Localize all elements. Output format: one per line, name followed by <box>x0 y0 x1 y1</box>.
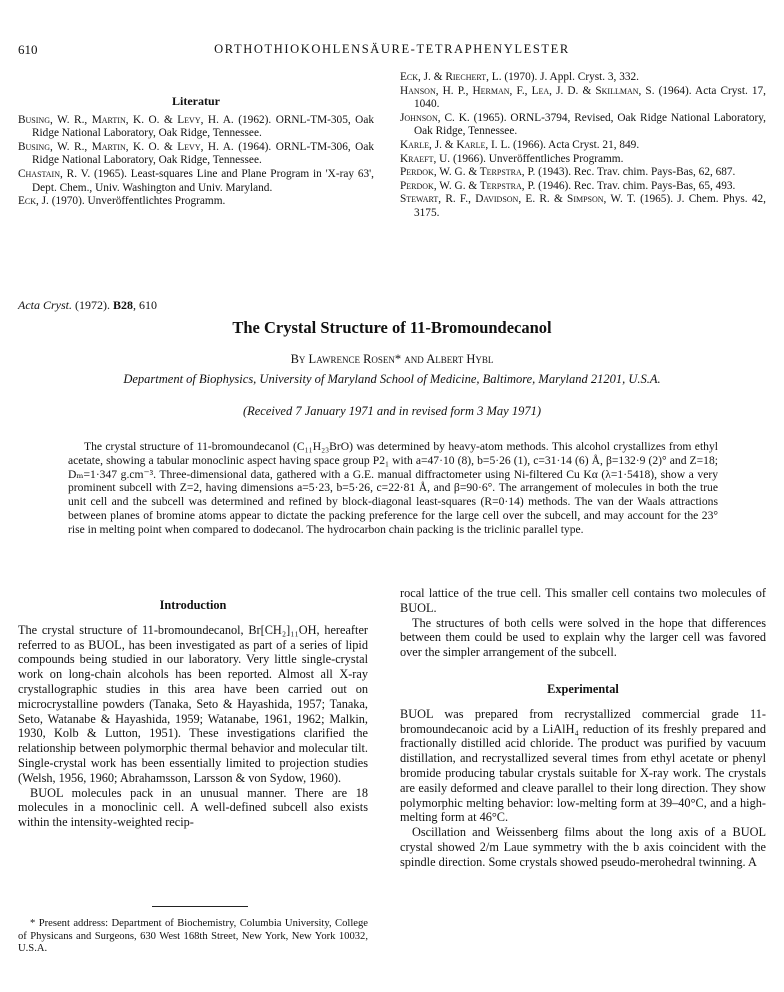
footnote: * Present address: Department of Biochemistry, Columbia University, College of Physicans and Surgeons, 630 West 168th Street, New York, New York 10032, U.S.A. <box>18 918 368 955</box>
reference-entry <box>400 112 766 139</box>
reference-authors: Busing, W. R., Martin, K. O. & Levy, H. A. <box>18 140 234 153</box>
reference-authors: Busing, W. R., Martin, K. O. & Levy, H. A. <box>18 113 234 126</box>
reference-authors: Eck, J. <box>18 195 49 208</box>
reference-entry <box>400 193 766 220</box>
body-right-column <box>400 586 766 870</box>
reference-details: (1965). J. Chem. Phys. 42, 3175. <box>414 193 766 219</box>
introduction-paragraph: rocal lattice of the true cell. This smaller cell contains two molecules of BUOL. <box>400 586 766 615</box>
experimental-heading: Experimental <box>547 681 619 696</box>
references-heading: Literatur <box>172 94 220 108</box>
reference-details: (1965). ORNL-3794, Revised, Oak Ridge National Laboratory, Oak Ridge, Tennessee. <box>414 111 767 138</box>
abstract: The crystal structure of 11-bromoundecanol (C₁₁H₂₃BrO) was determined by heavy-atom methods. This alcohol crystallizes from ethyl acetate, showing a tabular monoclinic aspect having space group P2₁ with a=47·10 (8), b=5·26 (1), c=31·14 (6) Å, β=132·9 (2)° and Z=18; Dₘ=1·347 g.cm⁻³. Three-dimensional data, gathered with a G.E. manual diffractometer using Ni-filtered Cu Kα (λ=1·5418), show a very prominent subcell with Z=2, having dimensions a=5·23, b=5·26, c=22·81 Å, and β=90·6°. The arrangement of molecules in both the true unit cell and the subcell was determined and refined by block-diagonal least-squares (R=0·14) methods. The van der Waals attractions between planes of bromine atoms appear to dictate the packing preference for the large cell over the subcell, and may account for the 23° rise in melting point when compared to dodecanol. The hydrocarbon chain packing is the triclinic parallel type. <box>68 440 718 536</box>
reference-authors: Stewart, R. F., Davidson, E. R. & Simpson, W. T. <box>400 193 636 206</box>
reference-entry <box>400 71 766 85</box>
reference-details: (1943). Rec. Trav. chim. Pays-Bas, 62, 687. <box>535 166 736 179</box>
reference-authors: Karle, J. & Karle, I. L. <box>400 138 511 151</box>
experimental-paragraph: Oscillation and Weissenberg films about the long axis of a BUOL crystal showed 2/m Laue symmetry with the b axis coincident with the spindle direction. Some crystals showed pseudo-merohedral twinning. A <box>400 825 766 869</box>
introduction-heading: Introduction <box>159 598 227 612</box>
reference-entry <box>18 114 374 141</box>
reference-entry <box>18 168 374 195</box>
article-title: The Crystal Structure of 11-Bromoundecanol <box>232 318 552 337</box>
reference-details: (1966). Unveröffentliches Programm. <box>450 152 624 165</box>
introduction-paragraph: BUOL molecules pack in an unusual manner. There are 18 molecules in a monoclinic cell. A well-defined subcell also exists within the intensity-weighted recip- <box>18 785 368 830</box>
body-left-column <box>18 592 368 830</box>
references-left-column <box>18 84 374 209</box>
received-date: (Received 7 January 1971 and in revised form 3 May 1971) <box>242 404 542 418</box>
reference-entry <box>400 85 766 112</box>
citation-journal: Acta Cryst. <box>18 298 72 312</box>
reference-entry <box>400 139 766 153</box>
reference-entry <box>18 141 374 168</box>
page-number: 610 <box>18 42 38 57</box>
introduction-paragraph: The structures of both cells were solved in the hope that differences between them could be used to explain why the larger cell was favored over the simpler arrangement of the subcell. <box>400 615 766 660</box>
reference-entry <box>400 180 766 194</box>
reference-authors: Eck, J. & Riechert, L. <box>400 71 502 83</box>
reference-details: (1964). Acta Cryst. 17, 1040. <box>414 84 766 111</box>
reference-details: (1970). J. Appl. Cryst. 3, 332. <box>501 71 639 83</box>
introduction-paragraph: The crystal structure of 11-bromoundecanol, Br[CH₂]₁₁OH, hereafter referred to as BUOL, has been investigated as part of a series of lipid compounds being studied in our laboratory. Very little single-crystal work on long-chain alcohols has been reported. Almost all X-ray crystallographic studies in this area have been carried out on microcrystalline powders (Tanaka, Seto & Hayashida, 1957; Tanaka, Seto, Watanabe & Hayashida, 1959; Watanabe, 1961, 1962; Malkin, 1930, Kolb & Lutton, 1951). These investigations clarified the relationship between polymorphic thermal behavior and molecular tilt. Single-crystal work has been essentially limited to projection studies (Welsh, 1956, 1960; Abrahamsson, Larsson & von Sydow, 1960). <box>18 622 368 785</box>
experimental-paragraph: BUOL was prepared from recrystallized commercial grade 11-bromoundecanoic acid by a LiAlH₄ reduction of its freshly prepared and fractionally distilled acid chloride. The product was purified by vacuum distillation, and recrystallized several times from ethyl acetate or phenyl bromide producing tabular crystals suitable for X-ray work. The crystals are easily deformed and cleave parallel to their long direction. They show polymorphic melting behavior: low-melting form at 39–40°C, and a high-melting form at 46°C. <box>400 706 766 825</box>
reference-authors: Hanson, H. P., Herman, F., Lea, J. D. & Skillman, S. <box>400 84 655 97</box>
reference-authors: Johnson, C. K. <box>400 111 470 124</box>
running-title: ORTHOTHIOKOHLENSÄURE-TETRAPHENYLESTER <box>214 42 570 56</box>
reference-authors: Perdok, W. G. & Terpstra, P. <box>400 179 536 192</box>
citation-year: (1972). <box>75 298 110 312</box>
reference-details: (1964). ORNL-TM-306, Oak Ridge National Laboratory, Oak Ridge, Tennessee. <box>32 140 374 167</box>
reference-authors: Perdok, W. G. & Terpstra, P. <box>400 166 536 179</box>
footnote-rule <box>152 906 248 907</box>
reference-entry <box>18 195 374 209</box>
article-affiliation: Department of Biophysics, University of Maryland School of Medicine, Baltimore, Maryland 21201, U.S.A. <box>123 372 661 386</box>
reference-details: (1970). Unveröffentlichtes Programm. <box>48 195 226 208</box>
reference-details: (1966). Acta Cryst. 21, 849. <box>510 138 640 151</box>
citation-page: 610 <box>139 298 158 312</box>
article-authors: By Lawrence Rosen* and Albert Hybl <box>290 352 494 366</box>
reference-entry <box>400 166 766 180</box>
reference-authors: Chastain, R. V. <box>18 167 91 180</box>
reference-entry <box>400 153 766 167</box>
article-citation: Acta Cryst. (1972). B28, 610 <box>18 298 158 312</box>
citation-volume: B28 <box>113 298 134 312</box>
reference-authors: Kraeft, U. <box>400 152 451 165</box>
reference-details: (1965). Least-squares Line and Plane Program in 'X-ray 63', Dept. Chem., Univ. Washington and Univ. Maryland. <box>32 167 374 194</box>
reference-details: (1946). Rec. Trav. chim. Pays-Bas, 65, 493. <box>535 179 736 192</box>
references-right-column <box>400 71 766 221</box>
reference-details: (1962). ORNL-TM-305, Oak Ridge National Laboratory, Oak Ridge, Tennessee. <box>32 113 374 140</box>
